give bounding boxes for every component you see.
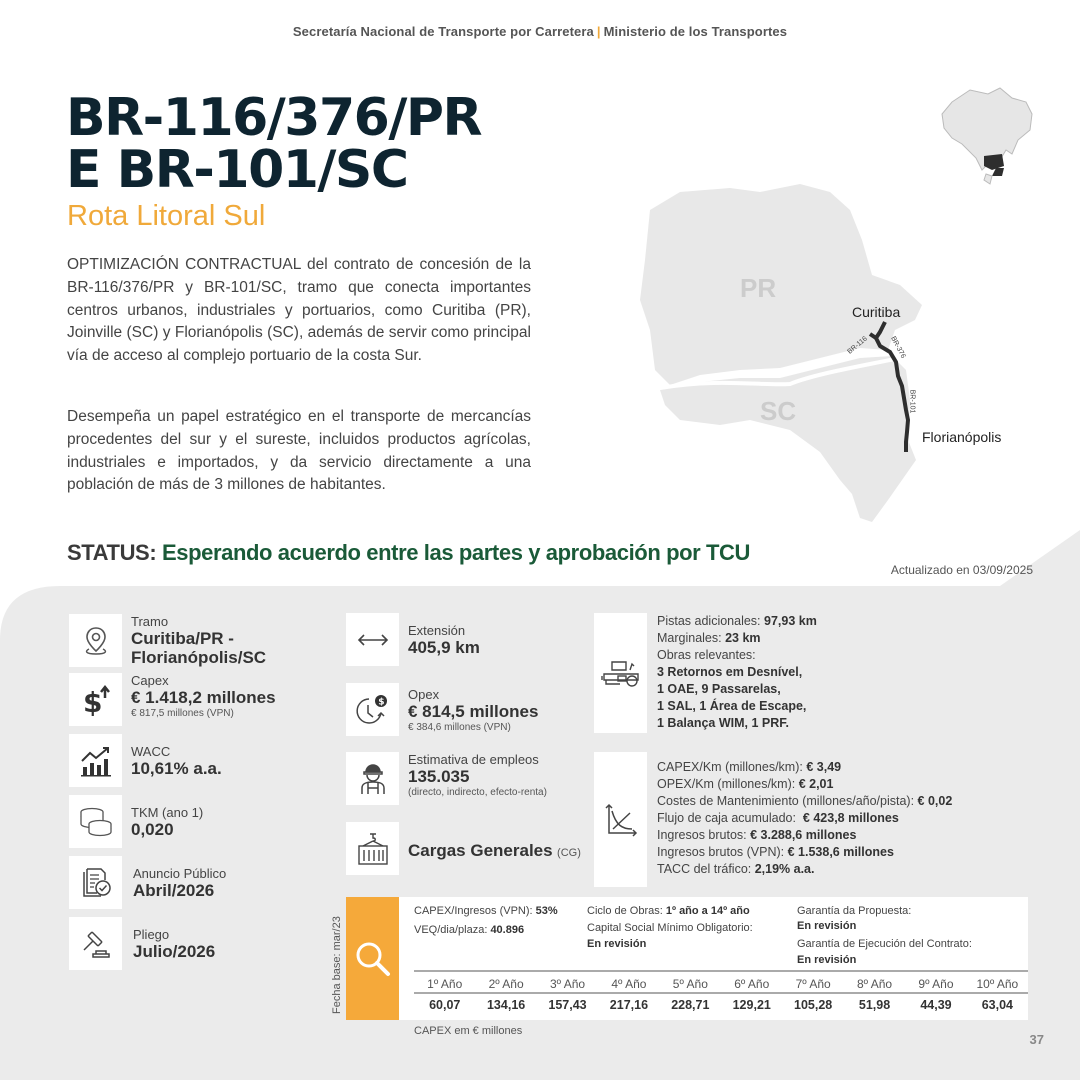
growth-chart-icon [69, 734, 122, 787]
capex-year-value: 63,04 [981, 998, 1013, 1012]
tramo-value-line1: Curitiba/PR - [131, 629, 234, 648]
city-label-florianopolis: Florianópolis [922, 429, 1002, 445]
year-header: 4º Año [611, 977, 647, 991]
map-graphic [640, 80, 1060, 530]
garantia-ejecucion-label: Garantía de Ejecución del Contrato: [797, 938, 972, 950]
obras-item: 3 Retornos em Desnível, [657, 665, 803, 679]
dollar-up-icon [69, 673, 122, 726]
page-number: 37 [1029, 1032, 1044, 1047]
financial-line: Flujo de caja acumulado: € 423,8 millones [657, 811, 899, 825]
financial-line: Ingresos brutos (VPN): € 1.538,6 millones [657, 845, 894, 859]
capex-year-value: 44,39 [920, 998, 952, 1012]
capex-year-value: 217,16 [609, 998, 649, 1012]
capex-values-row [414, 994, 1028, 1016]
clock-dollar-icon [346, 683, 399, 736]
state-label-sc: SC [760, 396, 797, 426]
card-financials [594, 752, 952, 887]
capex-year-value: 228,71 [671, 998, 710, 1012]
orange-search-tab [346, 897, 399, 1020]
year-header: 1º Año [427, 977, 463, 991]
obras-item: 1 OAE, 9 Passarelas, [657, 682, 781, 696]
marginales-line: Marginales: 23 km [657, 631, 761, 645]
card-tramo [69, 614, 266, 667]
road-label-br376: BR-376 [889, 335, 907, 360]
route-map [640, 80, 1060, 530]
card-works [594, 613, 817, 733]
capex-year-value: 60,07 [429, 998, 461, 1012]
description-paragraph-1: OPTIMIZACIÓN CONTRACTUAL del contrato de concesión de la BR-116/376/PR y BR-101/SC, tramo que conecta importantes centros urbanos, industriales y portuarios, como Curitiba (PR), Joinville (SC) y Florianópolis (SC), además de servir como principal vía de acceso al complejo portuario de la costa Sur. [67, 256, 531, 365]
state-sc-shape [660, 356, 916, 522]
worker-icon [346, 752, 399, 805]
card-extension [346, 613, 480, 666]
title-line-1: BR-116/376/PR [66, 88, 481, 148]
svg-text:$: $ [82, 685, 102, 716]
ciclo-obras-line: Ciclo de Obras: 1º año a 14º año [587, 905, 750, 917]
financial-line: OPEX/Km (millones/km): € 2,01 [657, 777, 834, 791]
pistas-line: Pistas adicionales: 97,93 km [657, 614, 817, 628]
capex-by-year-table [414, 970, 1028, 1016]
card-cargas [346, 822, 581, 875]
fecha-base-label: Fecha base: mar/23 [331, 916, 343, 1014]
garantia-propuesta-label: Garantía da Propuesta: [797, 905, 912, 917]
brazil-inset-map-icon [942, 88, 1032, 184]
gavel-icon [69, 917, 122, 970]
double-arrow-icon [346, 613, 399, 666]
extension-label: Extensión [408, 623, 466, 638]
extension-value: 405,9 km [408, 638, 480, 657]
card-capex [69, 673, 276, 726]
year-header: 5º Año [672, 977, 708, 991]
status-line [67, 540, 750, 566]
card-wacc [69, 734, 222, 787]
card-anuncio [69, 856, 226, 909]
capex-year-value: 105,28 [794, 998, 833, 1012]
year-header: 2º Año [488, 977, 524, 991]
cargas-value: Cargas Generales [408, 841, 553, 860]
capex-vpn: € 817,5 millones (VPN) [131, 708, 234, 719]
financial-line: Costes de Mantenimiento (millones/año/pista): € 0,02 [657, 794, 953, 808]
title-line-2: E BR-101/SC [66, 140, 408, 200]
financial-line: TACC del tráfico: 2,19% a.a. [657, 862, 815, 876]
obras-item: 1 SAL, 1 Área de Escape, [657, 699, 807, 713]
state-pr-shape [640, 184, 922, 385]
garantia-propuesta-value: En revisión [797, 920, 857, 932]
veq-line: VEQ/dia/plaza: 40.896 [414, 924, 525, 936]
header-secretaria: Secretaría Nacional de Transporte por Carretera [292, 24, 594, 39]
state-label-pr: PR [740, 273, 777, 303]
capex-value: € 1.418,2 millones [131, 688, 276, 707]
svg-text:$: $ [377, 697, 385, 707]
capex-ingresos-line: CAPEX/Ingresos (VPN): 53% [414, 905, 558, 917]
capex-year-value: 51,98 [858, 998, 891, 1012]
year-header: 6º Año [734, 977, 770, 991]
capital-social-value: En revisión [587, 938, 647, 950]
capital-social-label: Capital Social Mínimo Obligatorio: [587, 922, 753, 934]
tramo-label: Tramo [131, 614, 169, 629]
page-title [66, 88, 481, 200]
search-icon [353, 939, 393, 979]
updated-date: Actualizado en 03/09/2025 [890, 563, 1033, 577]
tkm-label: TKM (ano 1) [131, 805, 204, 820]
financial-line: CAPEX/Km (millones/km): € 3,49 [657, 760, 842, 774]
empleos-label: Estimativa de empleos [408, 752, 539, 767]
year-header: 10º Año [976, 977, 1019, 991]
description-paragraph-2: Desempeña un papel estratégico en el transporte de mercancías procedentes del sur y el sureste, incluidos productos agrícolas, industriales e importados, y da servicio directamente a una población de más de 3 millones de habitantes. [67, 408, 531, 494]
card-empleos [346, 752, 547, 805]
opex-vpn: € 384,6 millones (VPN) [408, 722, 511, 733]
financial-line: Ingresos brutos: € 3.288,6 millones [657, 828, 857, 842]
header-separator: | [596, 24, 601, 39]
card-opex [346, 683, 538, 736]
capex-label: Capex [131, 673, 169, 688]
capex-year-value: 157,43 [548, 998, 587, 1012]
garantia-ejecucion-value: En revisión [797, 954, 857, 966]
capex-year-value: 134,16 [486, 998, 526, 1012]
anuncio-value: Abril/2026 [133, 881, 215, 900]
cost-curve-chart-icon [594, 752, 647, 887]
page-subtitle: Rota Litoral Sul [67, 200, 266, 232]
card-tkm [69, 795, 203, 848]
wacc-value: 10,61% a.a. [131, 759, 222, 778]
capex-year-value: 129,21 [732, 998, 771, 1012]
road-roller-icon [594, 613, 647, 733]
pliego-value: Julio/2026 [133, 942, 216, 961]
year-header: 3º Año [549, 977, 586, 991]
tramo-value-line2: Florianópolis/SC [131, 648, 267, 667]
capex-unit-note: CAPEX em € millones [414, 1025, 523, 1037]
cargas-suffix: (CG) [557, 847, 581, 859]
year-header: 7º Año [795, 977, 831, 991]
road-label-br101: BR-101 [908, 389, 916, 414]
city-label-curitiba: Curitiba [852, 304, 901, 320]
container-icon [346, 822, 399, 875]
coins-icon [69, 795, 122, 848]
status-value: Esperando acuerdo entre las partes y aprobación por TCU [161, 540, 751, 565]
document-check-icon [69, 856, 122, 909]
opex-label: Opex [408, 687, 440, 702]
location-pin-icon [69, 614, 122, 667]
empleos-value: 135.035 [408, 767, 470, 786]
road-label-br116: BR-116 [846, 335, 869, 356]
pliego-label: Pliego [133, 927, 170, 942]
anuncio-label: Anuncio Público [133, 866, 227, 881]
empleos-note: (directo, indirecto, efecto-renta) [408, 787, 547, 798]
year-header-row [414, 972, 1028, 994]
header-ministerio: Ministerio de los Transportes [603, 24, 788, 39]
tkm-value: 0,020 [131, 820, 174, 839]
card-pliego [69, 917, 215, 970]
status-label: STATUS: [67, 540, 157, 565]
year-header: 8º Año [857, 977, 893, 991]
obras-label: Obras relevantes: [657, 648, 756, 662]
opex-value: € 814,5 millones [408, 702, 539, 721]
year-header: 9º Año [918, 977, 954, 991]
obras-item: 1 Balança WIM, 1 PRF. [657, 716, 789, 730]
page-header [0, 24, 1080, 39]
wacc-label: WACC [131, 744, 171, 759]
